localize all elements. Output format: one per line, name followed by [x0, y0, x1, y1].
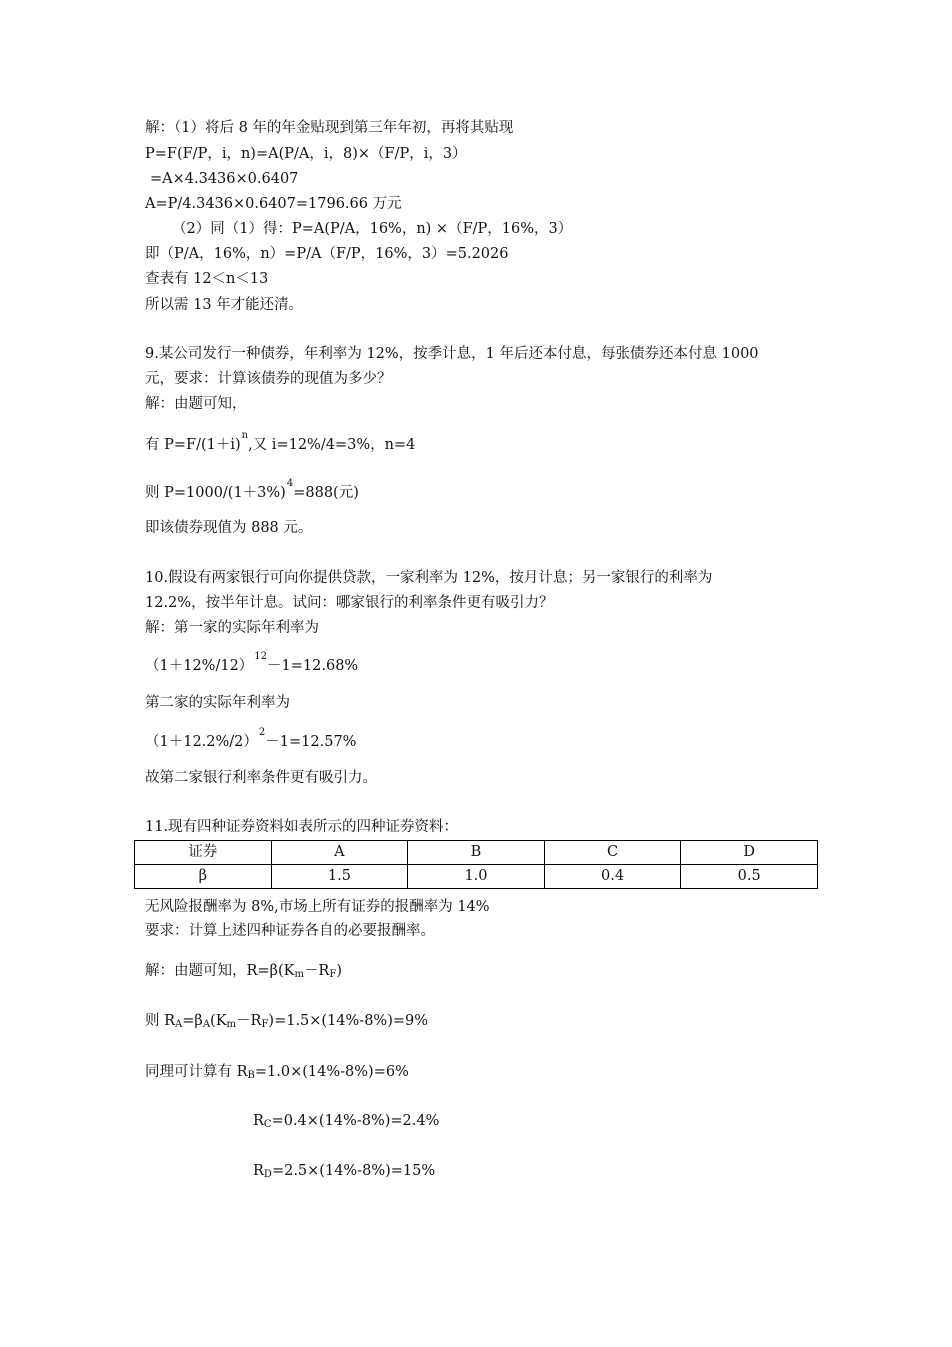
table-cell: A	[271, 841, 408, 865]
q11-line-2: 无风险报酬率为 8%,市场上所有证券的报酬率为 14%	[145, 899, 490, 915]
q11-formula-1: 解：由题可知，$R=\beta(K_m-R_F)$	[145, 963, 342, 980]
s8-line-4: A=P/4.3436×0.6407=1796.66 万元	[145, 196, 402, 212]
table-cell: D	[681, 841, 818, 865]
q11-line-1: 11.现有四种证券资料如表所示的四种证券资料：	[145, 819, 459, 835]
q9-line-5: 则 $P=1000/(1+3\%)^4=888$(元)	[145, 478, 359, 501]
table-cell: C	[544, 841, 681, 865]
q11-line-3: 要求：计算上述四种证券各自的必要报酬率。	[145, 923, 435, 939]
exponent: 2	[258, 727, 266, 738]
q10-line-5: 第二家的实际年利率为	[145, 695, 290, 711]
q10-line-7: 故第二家银行利率条件更有吸引力。	[145, 770, 377, 786]
q9-line-4: 有 $P=F/(1+i)^n$,又 i=12%/4=3%，n=4	[145, 430, 416, 453]
q11-formula-3: 同理可计算有 $R_B=1.0\times(14\%-8\%)=6\%$	[145, 1064, 409, 1081]
q9-line-2: 元，要求：计算该债券的现值为多少？	[145, 371, 392, 387]
q9-line-6: 即该债券现值为 888 元。	[145, 520, 313, 536]
q10-line-6: $(1+12.2\%/2)^2-1=12.57\%$	[145, 727, 357, 750]
table-cell: 1.5	[271, 865, 408, 889]
table-cell: B	[408, 841, 545, 865]
table-cell: 0.5	[681, 865, 818, 889]
exponent: 4	[286, 478, 294, 489]
q11-formula-4: $R_C=0.4\times(14\%-8\%)=2.4\%$	[253, 1113, 440, 1130]
s8-line-8: 所以需 13 年才能还清。	[145, 297, 304, 313]
s8-line-7: 查表有 12＜n＜13	[145, 271, 269, 287]
s8-line-6: 即（P/A，16%，n）=P/A（F/P，16%，3）=5.2026	[145, 246, 509, 262]
q10-line-1: 10.假设有两家银行可向你提供贷款，一家利率为 12%，按月计息；另一家银行的利率为	[145, 570, 713, 586]
exponent: 12	[254, 651, 268, 662]
exponent: n	[241, 430, 249, 441]
q11-formula-2: 则 $R_A=\beta_A(K_m-R_F)=1.5\times(14\%-8\%)=9\%$	[145, 1013, 429, 1030]
q9-line-1: 9.某公司发行一种债券，年利率为 12%，按季计息，1 年后还本付息，每张债券还本付息 1000	[145, 346, 759, 362]
table-cell: 证券	[135, 841, 272, 865]
table-header-row	[135, 841, 818, 865]
table-cell: 1.0	[408, 865, 545, 889]
table-cell: β	[135, 865, 272, 889]
table-row	[135, 865, 818, 889]
s8-line-2: P=F(F/P，i，n)=A(P/A，i，8)×（F/P，i，3）	[145, 146, 467, 162]
q10-line-3: 解：第一家的实际年利率为	[145, 620, 319, 636]
s8-line-3: =A×4.3436×0.6407	[150, 171, 299, 187]
q11-formula-5: $R_D=2.5\times(14\%-8\%)=15\%$	[253, 1163, 436, 1180]
q10-line-2: 12.2%，按半年计息。试问：哪家银行的利率条件更有吸引力？	[145, 595, 554, 611]
q9-line-3: 解：由题可知，	[145, 396, 247, 412]
s8-line-1: 解：（1）将后 8 年的年金贴现到第三年年初，再将其贴现	[145, 120, 514, 136]
table-cell: 0.4	[544, 865, 681, 889]
s8-line-5: （2）同（1）得：P=A(P/A，16%，n) ×（F/P，16%，3）	[172, 221, 573, 237]
q10-line-4: $(1+12\%/12)^{12}-1=12.68\%$	[145, 651, 359, 674]
securities-table	[134, 840, 818, 889]
